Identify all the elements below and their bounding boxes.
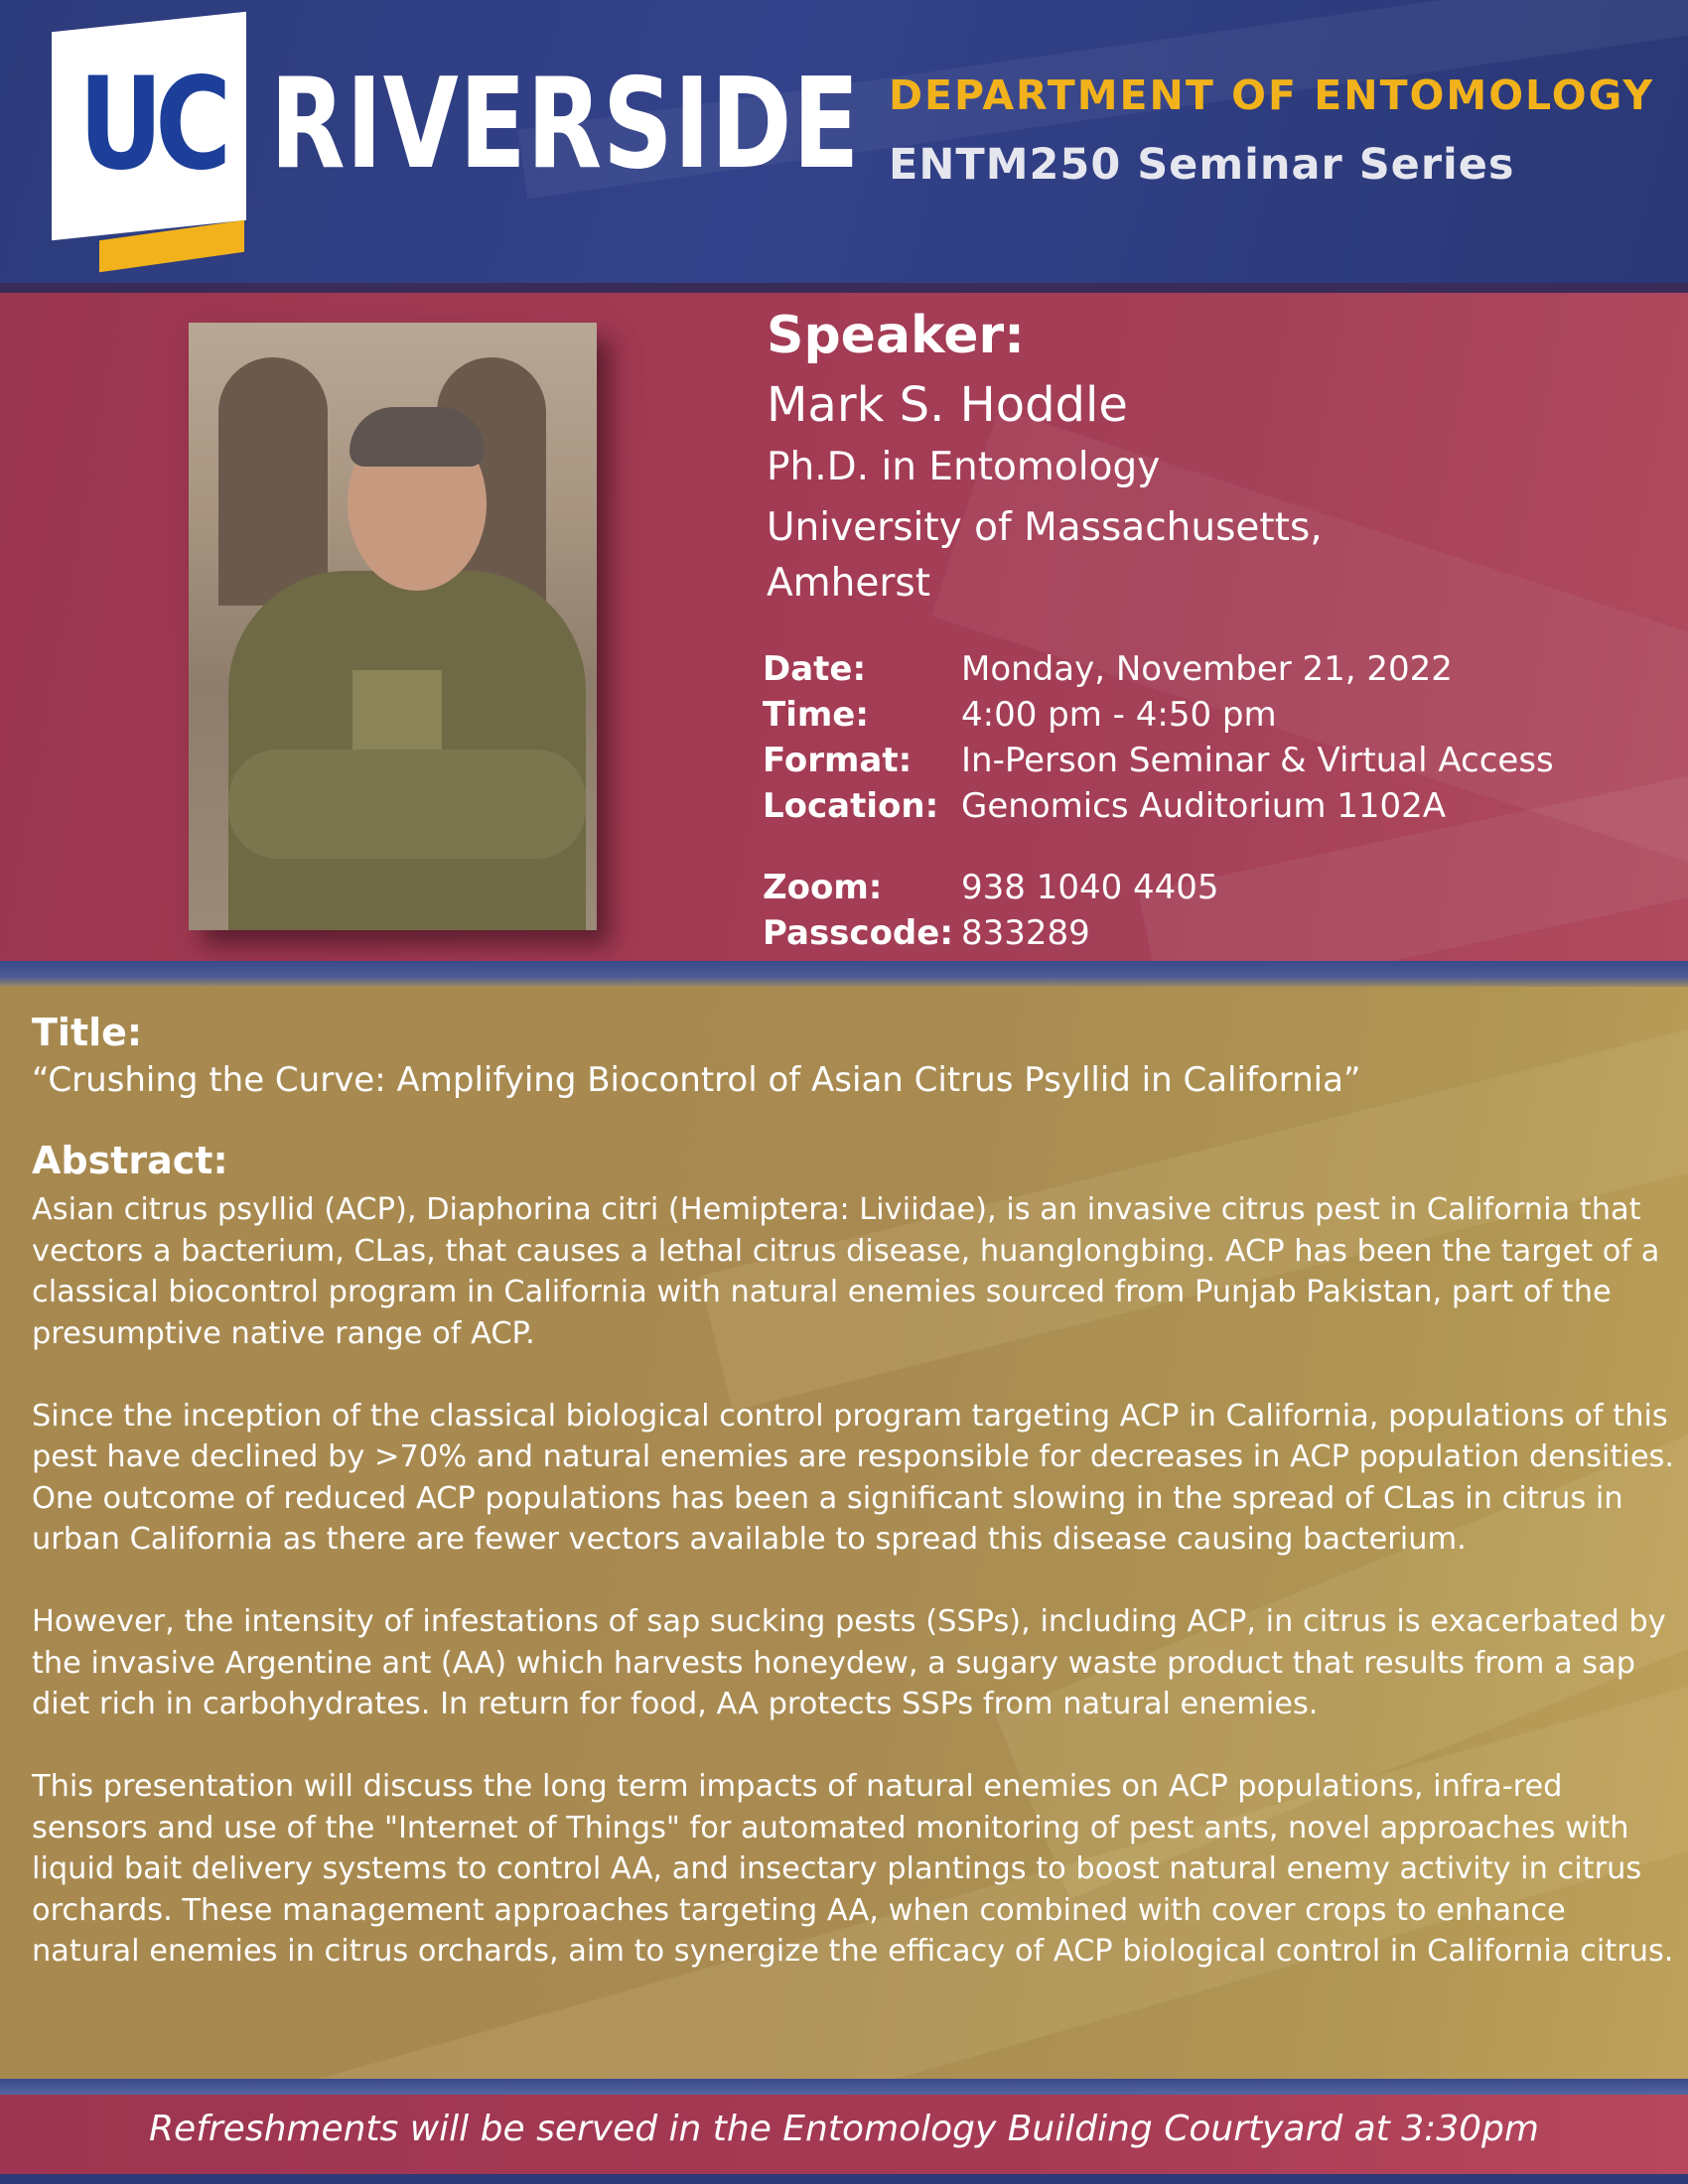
abstract-paragraph: Since the inception of the classical biological control program targeting ACP in California, populations of this pest have declined by >70% and natural enemies are responsible for decreases in ACP population densities. One outcome of reduced ACP populations has been a significant slowing in the spread of CLas in citrus in urban California as there are fewer vectors available to spread this disease causing bacterium. bbox=[32, 1398, 1675, 1557]
abstract-body bbox=[32, 1189, 1680, 2013]
section-divider bbox=[0, 961, 1688, 987]
detail-row-format bbox=[763, 741, 1656, 786]
speaker-name: Mark S. Hoddle bbox=[767, 377, 1128, 433]
detail-row-date bbox=[763, 649, 1656, 695]
event-details bbox=[763, 649, 1656, 832]
zoom-meeting-id[interactable]: 938 1040 4405 bbox=[961, 868, 1219, 907]
ucr-logo-uc: UC bbox=[78, 51, 223, 199]
detail-key: Format: bbox=[763, 741, 913, 780]
talk-title: “Crushing the Curve: Amplifying Biocontrol of Asian Citrus Psyllid in California” bbox=[32, 1060, 1361, 1100]
detail-value: 4:00 pm - 4:50 pm bbox=[961, 695, 1277, 735]
speaker-degree: Ph.D. in Entomology bbox=[767, 445, 1161, 489]
footer-divider bbox=[0, 2079, 1688, 2095]
photo-background-arch bbox=[218, 357, 328, 606]
speaker-label: Speaker: bbox=[767, 306, 1025, 365]
abstract-paragraph: This presentation will discuss the long term impacts of natural enemies on ACP populations, infra-red sensors and use of the "Internet of Things" for automated monitoring of pest ants, novel approaches with liquid bait delivery systems to control AA, and insectary plantings to boost natural enemy activity in citrus orchards. These management approaches targeting AA, when combined with cover crops to enhance natural enemies in citrus orchards, aim to synergize the efficacy of ACP biological control in California citrus. bbox=[32, 1769, 1674, 1969]
abstract-paragraph: However, the intensity of infestations of sap sucking pests (SSPs), including ACP, in citrus is exacerbated by the invasive Argentine ant (AA) which harvests honeydew, a sugary waste product that results from a sap diet rich in carbohydrates. In return for food, AA protects SSPs from natural enemies. bbox=[32, 1604, 1666, 1721]
detail-value: Genomics Auditorium 1102A bbox=[961, 786, 1447, 826]
photo-hair bbox=[350, 407, 485, 467]
detail-key: Passcode: bbox=[763, 913, 953, 953]
department-name: DEPARTMENT OF ENTOMOLOGY bbox=[889, 71, 1655, 119]
detail-row-location bbox=[763, 786, 1656, 832]
speaker-institution: University of Massachusetts, Amherst bbox=[767, 505, 1323, 606]
refreshments-note: Refreshments will be served in the Entomology Building Courtyard at 3:30pm bbox=[149, 2109, 1539, 2149]
photo-crossed-arms bbox=[228, 750, 586, 859]
photo-shirt-logo bbox=[352, 670, 442, 750]
zoom-passcode: 833289 bbox=[961, 913, 1090, 953]
abstract-paragraph: Asian citrus psyllid (ACP), Diaphorina citri (Hemiptera: Liviidae), is an invasive citrus pest in California that vectors a bacterium, CLas, that causes a lethal citrus disease, huanglongbing. ACP has been the target of a classical biocontrol program in California with natural enemies sourced from Punjab Pakistan, part of the presumptive native range of ACP. bbox=[32, 1192, 1660, 1351]
detail-row-passcode bbox=[763, 913, 1656, 959]
detail-row-time bbox=[763, 695, 1656, 741]
header-divider bbox=[0, 283, 1688, 293]
detail-key: Time: bbox=[763, 695, 869, 735]
zoom-details bbox=[763, 868, 1656, 959]
detail-row-zoom bbox=[763, 868, 1656, 913]
footer-edge bbox=[0, 2174, 1688, 2184]
detail-value: Monday, November 21, 2022 bbox=[961, 649, 1453, 689]
detail-key: Zoom: bbox=[763, 868, 883, 907]
detail-value: In-Person Seminar & Virtual Access bbox=[961, 741, 1554, 780]
talk-title-label: Title: bbox=[32, 1011, 143, 1054]
ucr-logo-wordmark: RIVERSIDE bbox=[270, 51, 861, 197]
detail-key: Location: bbox=[763, 786, 939, 826]
speaker-photo bbox=[189, 323, 597, 930]
detail-key: Date: bbox=[763, 649, 867, 689]
seminar-series: ENTM250 Seminar Series bbox=[889, 140, 1515, 190]
abstract-label: Abstract: bbox=[32, 1139, 228, 1182]
